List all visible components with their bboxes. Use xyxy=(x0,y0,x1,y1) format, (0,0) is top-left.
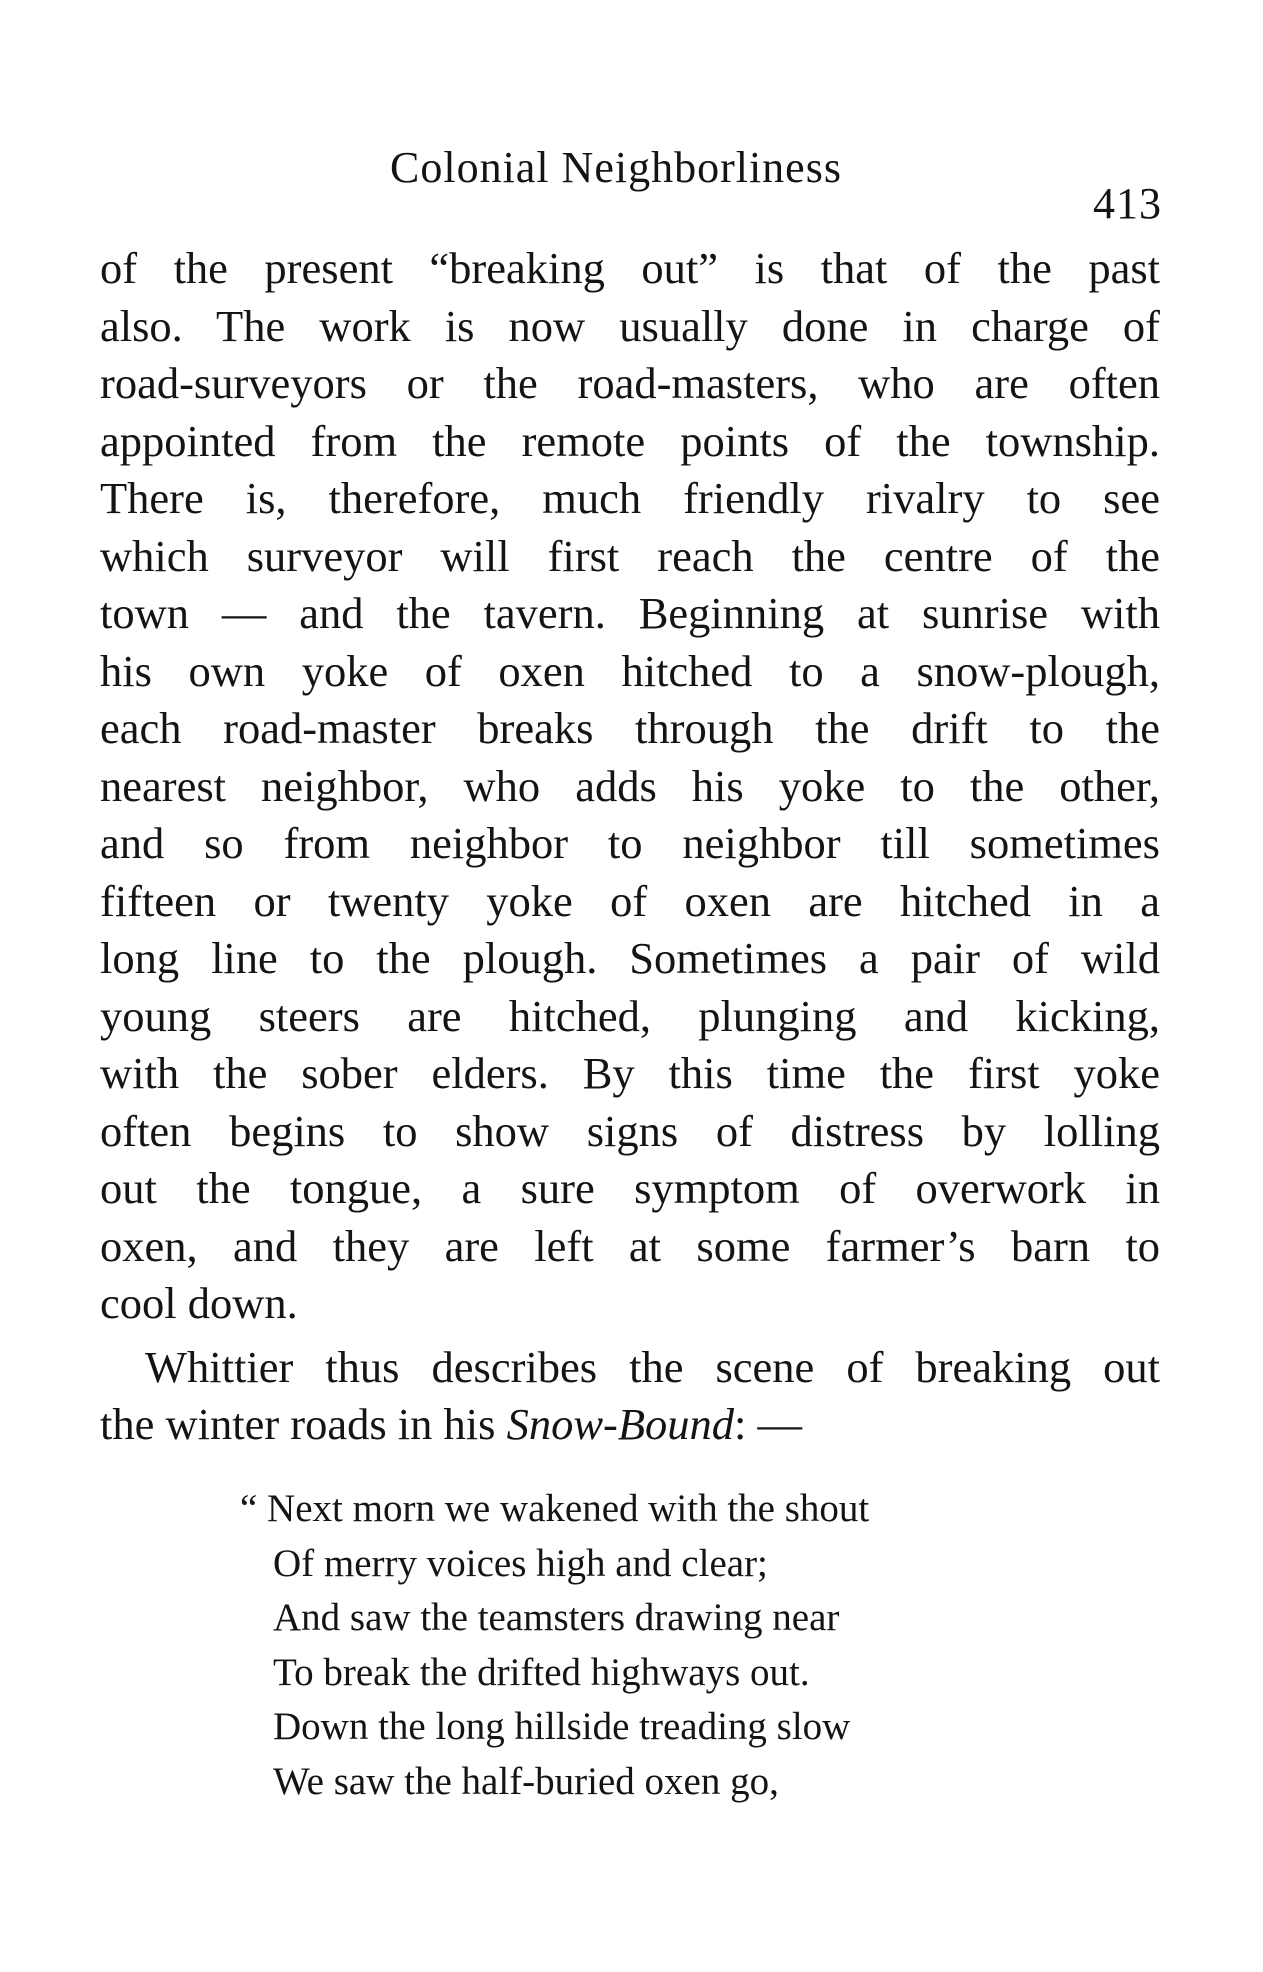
poem-line: Of merry voices high and clear; xyxy=(273,1541,768,1585)
text-line: his own yoke of oxen hitched to a snow-plough, xyxy=(100,645,1160,696)
text-line: town — and the tavern. Beginning at sunrise with xyxy=(100,588,1160,638)
poem-line: We saw the half-buried oxen go, xyxy=(273,1759,779,1803)
text-line: with the sober elders. By this time the first yoke xyxy=(100,1048,1160,1098)
text-line: nearest neighbor, who adds his yoke to the other, xyxy=(100,760,1160,811)
poem-line: “ Next morn we wakened with the shout xyxy=(240,1487,870,1530)
text-line: and so from neighbor to neighbor till sometimes xyxy=(100,818,1160,868)
text-line: Whittier thus describes the scene of breaking out xyxy=(145,1341,1160,1392)
text-line: There is, therefore, much friendly rivalry to see xyxy=(100,473,1160,523)
paragraph-whittier-intro xyxy=(100,1339,1160,1454)
page-number: 413 xyxy=(1093,179,1162,228)
poem-quotation xyxy=(240,1482,1040,1809)
text-line: fifteen or twenty yoke of oxen are hitched in a xyxy=(100,875,1160,926)
text-line: out the tongue, a sure symptom of overwork in xyxy=(100,1163,1160,1213)
text-fragment: : — xyxy=(734,1399,803,1449)
text-line: young steers are hitched, plunging and kicking, xyxy=(100,990,1160,1041)
text-line: also. The work is now usually done in charge of xyxy=(100,300,1160,351)
text-line: appointed from the remote points of the township. xyxy=(100,415,1160,466)
paragraph-breaking-out-roads xyxy=(100,240,1160,1333)
poem-line: Down the long hillside treading slow xyxy=(273,1705,851,1748)
text-line: of the present “breaking out” is that of the past xyxy=(100,243,1160,293)
text-line: road-surveyors or the road-masters, who are often xyxy=(100,358,1160,408)
book-title-snow-bound: Snow-Bound xyxy=(506,1399,735,1449)
text-line: which surveyor will first reach the centre of the xyxy=(100,530,1160,581)
body-text xyxy=(100,240,1160,1454)
text-line: often begins to show signs of distress by lolling xyxy=(100,1105,1160,1156)
text-line: each road-master breaks through the drift to the xyxy=(100,703,1160,753)
text-fragment: the winter roads in his xyxy=(100,1399,507,1449)
poem-line: To break the drifted highways out. xyxy=(273,1650,810,1694)
poem-line: And saw the teamsters drawing near xyxy=(273,1596,840,1639)
text-line: cool down. xyxy=(100,1278,298,1328)
text-line: oxen, and they are left at some farmer’s barn to xyxy=(100,1220,1160,1271)
text-line: long line to the plough. Sometimes a pair of wild xyxy=(100,933,1160,983)
text-line xyxy=(100,1396,1160,1454)
running-head-title: Colonial Neighborliness xyxy=(390,143,842,192)
